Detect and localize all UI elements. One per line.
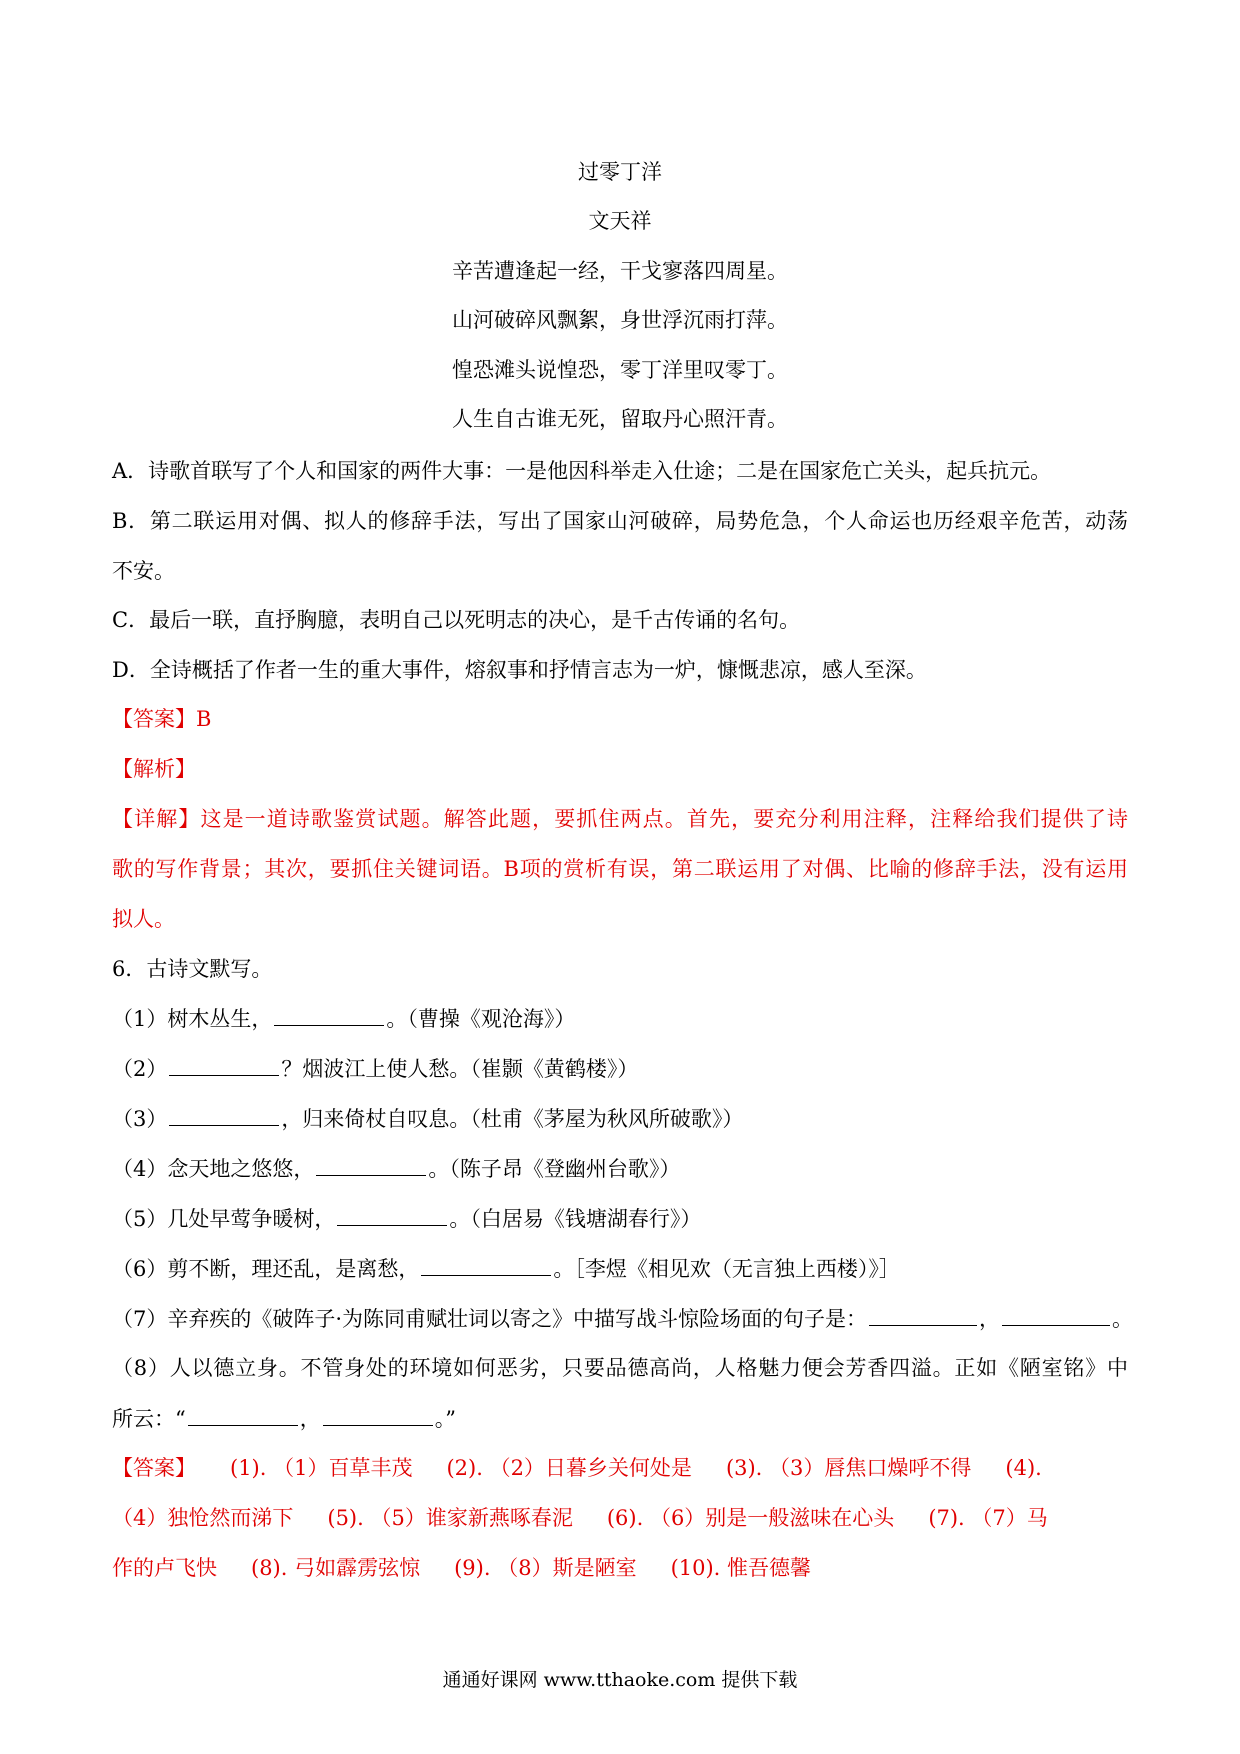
poem-line-2: 山河破碎风飘絮，身世浮沉雨打萍。 bbox=[452, 308, 788, 332]
option-b-line-2: 不安。 bbox=[112, 559, 175, 583]
q6-answer-line-2 bbox=[112, 1503, 1128, 1533]
answer-blank[interactable] bbox=[316, 1153, 426, 1176]
detail-label: 【详解】 bbox=[112, 807, 201, 831]
q6-item-8-text: 所云：“ bbox=[112, 1407, 186, 1431]
q6-item-6 bbox=[112, 1253, 1128, 1284]
poem-title: 过零丁洋 bbox=[578, 160, 662, 184]
q6-item-3-num: （3） bbox=[112, 1107, 168, 1131]
poem-author: 文天祥 bbox=[588, 209, 652, 233]
poem-line-4: 人生自古谁无死，留取丹心照汗青。 bbox=[452, 407, 788, 431]
answer-value: B bbox=[196, 707, 212, 731]
answer-item: (3). （3）唇焦口燥呼不得 bbox=[725, 1456, 972, 1480]
answer-item: (5). （5）谁家新燕啄春泥 bbox=[327, 1506, 573, 1530]
answer-item: (9). （8）斯是陋室 bbox=[454, 1556, 637, 1580]
detail-line-2: 歌的写作背景；其次，要抓住关键词语。B项的赏析有误，第二联运用了对偶、比喻的修辞手法，没有运用 bbox=[112, 857, 1128, 881]
detail-line-3: 拟人。 bbox=[112, 907, 175, 931]
q6-item-5-source: 。（白居易《钱塘湖春行》） bbox=[449, 1207, 702, 1231]
detail-line-1 bbox=[112, 804, 1128, 834]
q6-answer-line-3 bbox=[112, 1553, 1128, 1583]
answer-item: 作的卢飞快 bbox=[112, 1556, 217, 1580]
answer-blank[interactable] bbox=[337, 1203, 447, 1226]
detail-text-1: 这是一道诗歌鉴赏试题。解答此题，要抓住两点。首先，要充分利用注释，注释给我们提供了诗 bbox=[200, 807, 1129, 831]
q6-item-4-text: （4）念天地之悠悠， bbox=[112, 1157, 315, 1181]
page-footer: 通通好课网 www.tthaoke.com 提供下载 bbox=[442, 1669, 798, 1691]
q6-title: 6．古诗文默写。 bbox=[112, 957, 273, 981]
answer-item: (6). （6）别是一般滋味在心头 bbox=[606, 1506, 895, 1530]
answer-blank[interactable] bbox=[869, 1303, 977, 1326]
q6-item-8-line-2 bbox=[112, 1403, 1128, 1434]
q6-item-1-source: 。（曹操《观沧海》） bbox=[386, 1007, 576, 1031]
q6-item-5-text: （5）几处早莺争暖树， bbox=[112, 1207, 336, 1231]
q6-item-7 bbox=[112, 1303, 1134, 1334]
q6-item-8-end: 。” bbox=[434, 1407, 456, 1431]
answer-blank[interactable] bbox=[274, 1003, 384, 1026]
q6-item-5 bbox=[112, 1203, 1128, 1234]
answer-blank[interactable] bbox=[188, 1403, 298, 1426]
q6-item-3 bbox=[112, 1103, 1128, 1134]
answer-item: (8). 弓如霹雳弦惊 bbox=[251, 1556, 421, 1580]
answer-item: (7). （7）马 bbox=[928, 1506, 1048, 1530]
answer-item: （4）独怆然而涕下 bbox=[112, 1506, 294, 1530]
q5-answer bbox=[112, 704, 1128, 734]
answer-label: 【答案】 bbox=[112, 1456, 196, 1480]
analysis-label: 【解析】 bbox=[112, 757, 196, 781]
option-b-line-1: B．第二联运用对偶、拟人的修辞手法，写出了国家山河破碎，局势危急，个人命运也历经艰辛危苦，动荡 bbox=[112, 509, 1128, 533]
q6-item-2 bbox=[112, 1053, 1128, 1084]
q6-item-4-source: 。（陈子昂《登幽州台歌》） bbox=[428, 1157, 681, 1181]
answer-blank[interactable] bbox=[169, 1053, 279, 1076]
q6-answer-line-1 bbox=[112, 1453, 1128, 1483]
answer-item: (4). bbox=[1005, 1456, 1042, 1480]
answer-blank[interactable] bbox=[323, 1403, 433, 1426]
option-a: A．诗歌首联写了个人和国家的两件大事：一是他因科举走入仕途；二是在国家危亡关头，起兵抗元。 bbox=[112, 459, 1052, 483]
q6-item-8-comma: ， bbox=[299, 1407, 321, 1431]
poem-line-1: 辛苦遭逢起一经，干戈寥落四周星。 bbox=[452, 259, 788, 283]
q6-item-3-text: ，归来倚杖自叹息。（杜甫《茅屋为秋风所破歌》） bbox=[281, 1107, 744, 1131]
q6-item-7-period: 。 bbox=[1112, 1307, 1134, 1331]
answer-label: 【答案】 bbox=[112, 707, 196, 731]
answer-item: (10). 惟吾德馨 bbox=[670, 1556, 812, 1580]
q6-item-7-text: （7）辛弃疾的《破阵子·为陈同甫赋壮词以寄之》中描写战斗惊险场面的句子是： bbox=[112, 1307, 868, 1331]
answer-item: (1). （1）百草丰茂 bbox=[230, 1456, 413, 1480]
q6-item-7-comma: ， bbox=[979, 1307, 1001, 1331]
q6-item-6-source: 。［李煜《相见欢（无言独上西楼）》］ bbox=[553, 1257, 900, 1281]
q6-item-4 bbox=[112, 1153, 1128, 1184]
q6-item-2-num: （2） bbox=[112, 1057, 168, 1081]
q6-item-8-line-1: （8）人以德立身。不管身处的环境如何恶劣，只要品德高尚，人格魅力便会芳香四溢。正如《陋室铭》中 bbox=[112, 1356, 1128, 1380]
q6-item-1 bbox=[112, 1003, 1128, 1034]
q6-item-6-text: （6）剪不断，理还乱，是离愁， bbox=[112, 1257, 420, 1281]
q6-item-1-text: （1）树木丛生， bbox=[112, 1007, 273, 1031]
poem-line-3: 惶恐滩头说惶恐，零丁洋里叹零丁。 bbox=[452, 358, 788, 382]
answer-blank[interactable] bbox=[169, 1103, 279, 1126]
option-c: C．最后一联，直抒胸臆，表明自己以死明志的决心，是千古传诵的名句。 bbox=[112, 608, 801, 632]
q6-item-2-text: ？烟波江上使人愁。（崔颢《黄鹤楼》） bbox=[281, 1057, 639, 1081]
answer-item: (2). （2）日暮乡关何处是 bbox=[446, 1456, 692, 1480]
option-d: D．全诗概括了作者一生的重大事件，熔叙事和抒情言志为一炉，慷慨悲凉，感人至深。 bbox=[112, 658, 927, 682]
answer-blank[interactable] bbox=[421, 1253, 551, 1276]
answer-blank[interactable] bbox=[1002, 1303, 1110, 1326]
